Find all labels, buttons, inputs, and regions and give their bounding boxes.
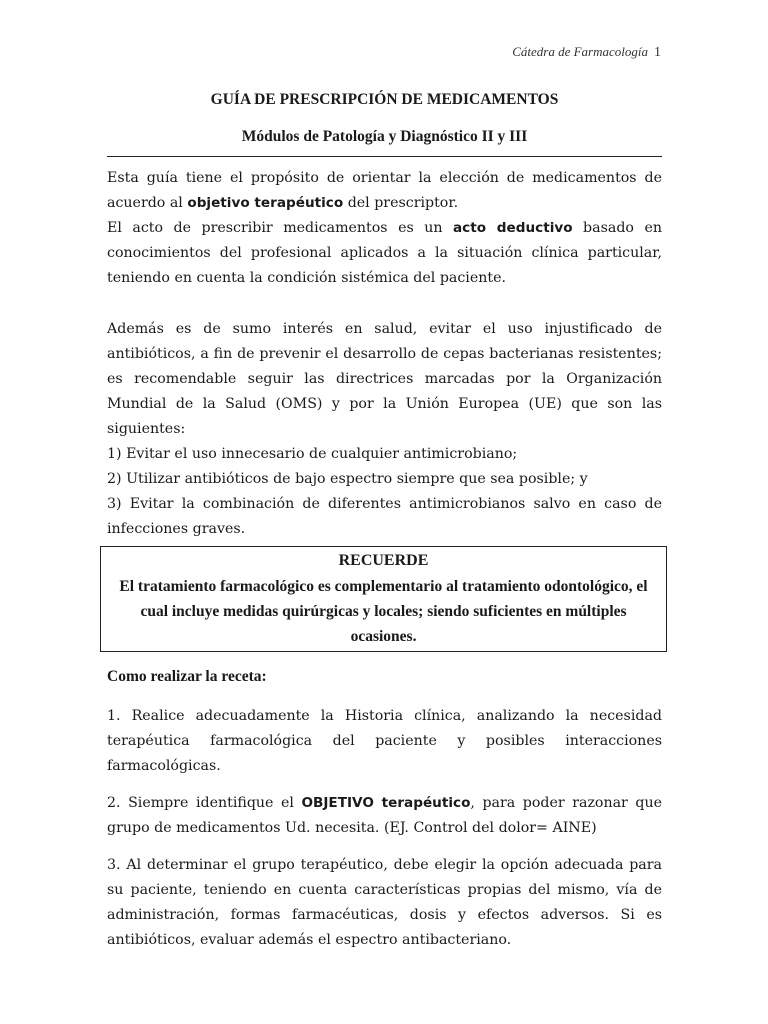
title-divider — [107, 156, 662, 157]
list-item: 2) Utilizar antibióticos de bajo espectro siempre que sea posible; y — [107, 471, 588, 487]
step2-text-a: 2. Siempre identifique el — [107, 795, 302, 811]
antibiotics-paragraph: Además es de sumo interés en salud, evitar el uso injustificado de antibióticos, a fin de prevenir el desarrollo de cepas bacterianas resistentes; es recomendable seguir las directrices marcadas por la Organización Mundial de la Salud (OMS) y por la Unión Europea (UE) que son las siguientes: — [107, 321, 662, 437]
callout-text: El tratamiento farmacológico es complementario al tratamiento odontológico, el cual incluye medidas quirúrgicas y locales; siendo suficientes en múltiples ocasiones. — [119, 578, 648, 645]
remember-callout-box — [100, 546, 667, 652]
intro-paragraph-1 — [107, 166, 662, 216]
antibiotics-section — [107, 317, 662, 542]
recipe-heading: Como realizar la receta: — [107, 668, 267, 685]
document-subtitle: Módulos de Patología y Diagnóstico II y III — [241, 128, 528, 145]
list-item: 3) Evitar la combinación de diferentes antimicrobianos salvo en caso de infecciones graves. — [107, 496, 662, 537]
intro-p1-text-b: del prescriptor. — [343, 195, 459, 211]
step2-bold: OBJETIVO terapéutico — [301, 795, 471, 811]
page-number: 1 — [654, 45, 661, 60]
recipe-steps — [107, 704, 662, 965]
running-header-title: Cátedra de Farmacología — [512, 44, 648, 59]
callout-title: RECUERDE — [338, 552, 429, 569]
intro-p2-bold: acto deductivo — [453, 220, 573, 236]
list-item: 1) Evitar el uso innecesario de cualquier antimicrobiano; — [107, 446, 518, 462]
recipe-step-2 — [107, 791, 662, 841]
intro-p1-text-a: Esta guía tiene el propósito de orientar la elección de medicamentos de acuerdo al — [107, 170, 662, 211]
step2-text-b: , para poder razonar que grupo de medicamentos Ud. necesita. (EJ. Control del dolor= AINE) — [107, 795, 662, 836]
intro-p2-text-b: basado en conocimientos del profesional aplicados a la situación clínica particular, teniendo en cuenta la condición sistémica del paciente. — [107, 220, 662, 286]
running-header — [512, 44, 661, 61]
recipe-step-3: 3. Al determinar el grupo terapéutico, debe elegir la opción adecuada para su paciente, teniendo en cuenta características propias del mismo, vía de administración, formas farmacéuticas, dosis y efectos adversos. Si es antibióticos, evaluar además el espectro antibacteriano. — [107, 857, 662, 948]
intro-paragraph-2 — [107, 216, 662, 291]
intro-p2-text-a: El acto de prescribir medicamentos es un — [107, 220, 453, 236]
document-title: GUÍA DE PRESCRIPCIÓN DE MEDICAMENTOS — [210, 91, 559, 108]
recipe-step-1: 1. Realice adecuadamente la Historia clínica, analizando la necesidad terapéutica farmacológica del paciente y posibles interacciones farmacológicas. — [107, 708, 662, 774]
intro-section — [107, 166, 662, 291]
intro-p1-bold: objetivo terapéutico — [187, 195, 344, 211]
